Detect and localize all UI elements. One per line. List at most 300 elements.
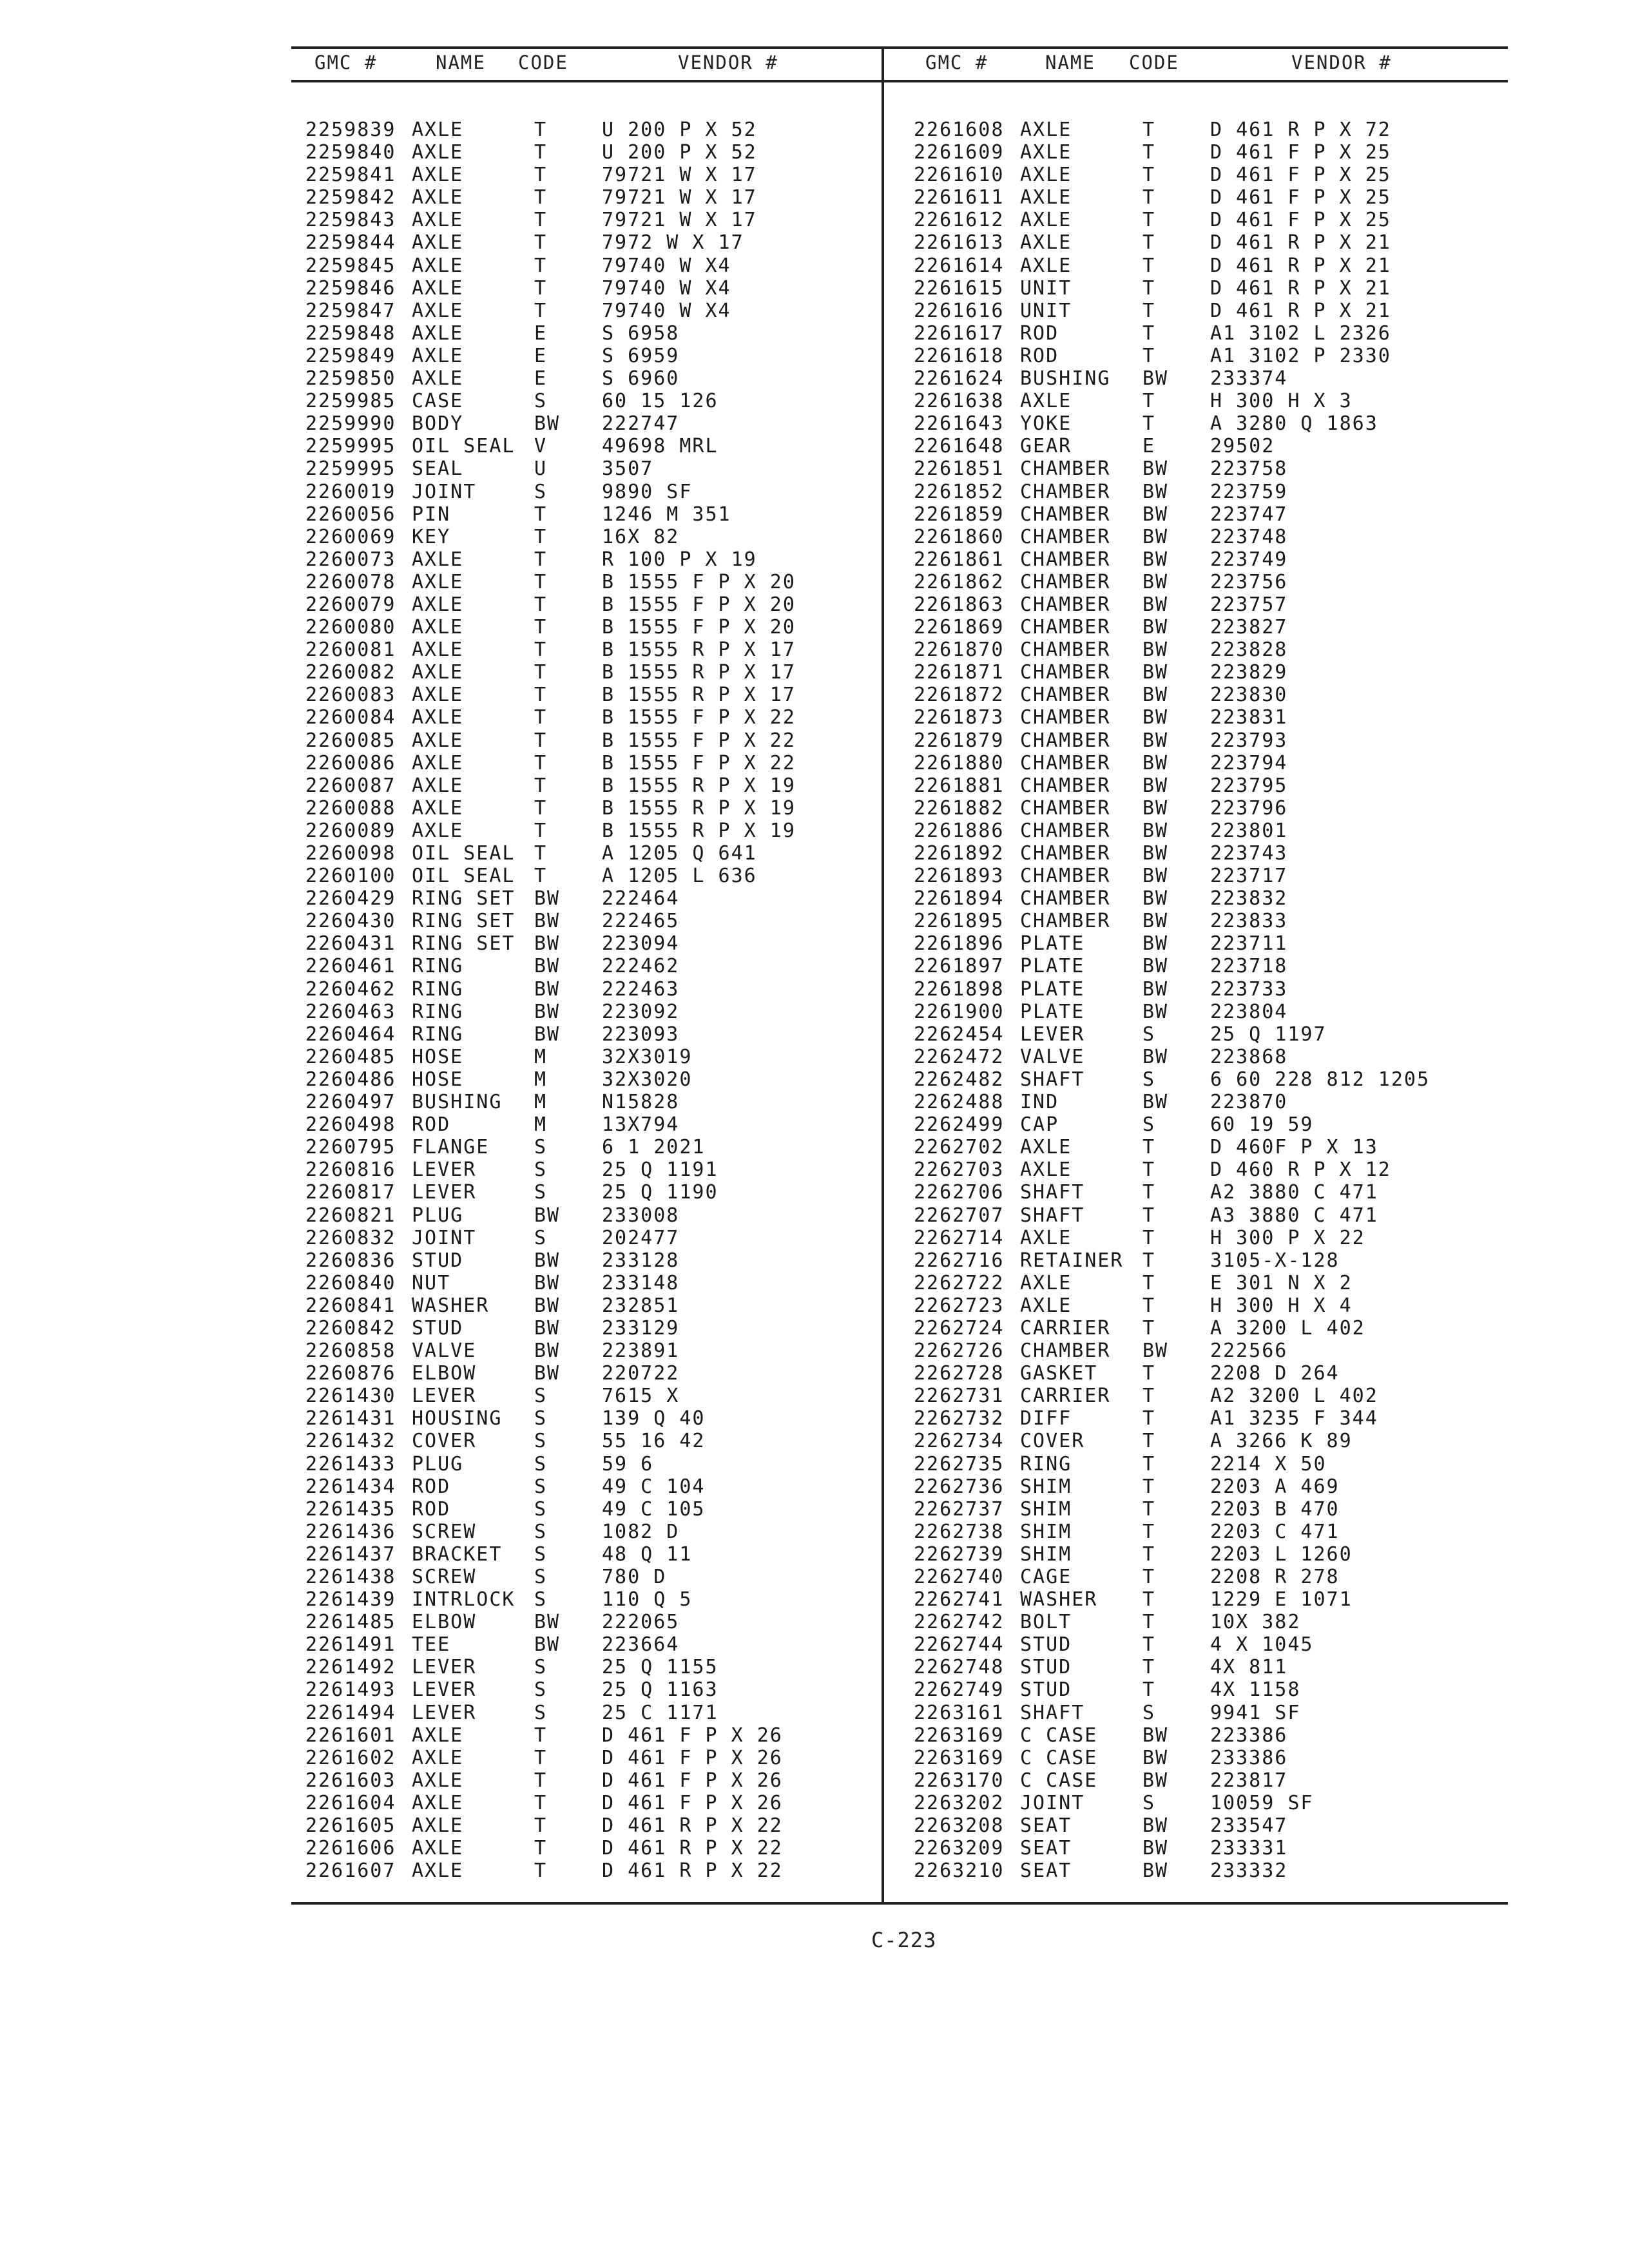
part-name: RING [412, 1000, 464, 1023]
code: BW [1142, 616, 1169, 639]
code: BW [534, 1271, 561, 1294]
code: T [534, 1860, 548, 1883]
vendor-number: B 1555 F P X 20 [602, 570, 796, 593]
code: E [534, 344, 548, 367]
table-row [305, 548, 872, 571]
vendor-number: A 3200 L 402 [1210, 1316, 1365, 1340]
code: M [534, 1113, 548, 1137]
gmc-number: 2260084 [305, 706, 396, 729]
code: BW [534, 910, 561, 933]
table-row [914, 1792, 1500, 1814]
part-name: VALVE [1020, 1045, 1085, 1068]
part-name: CHAMBER [1020, 503, 1111, 526]
code: E [1142, 435, 1156, 458]
code: T [1142, 276, 1156, 300]
code: T [1142, 119, 1156, 141]
gmc-number: 2260840 [305, 1271, 396, 1294]
gmc-number: 2261870 [914, 639, 1005, 662]
gmc-number: 2262702 [914, 1136, 1005, 1159]
table-row [914, 503, 1500, 526]
table-row [914, 978, 1500, 1001]
gmc-number: 2260085 [305, 729, 396, 752]
vendor-number: 9890 SF [602, 480, 693, 503]
table-row [914, 616, 1500, 639]
code: T [534, 276, 548, 300]
vendor-number: 79740 W X4 [602, 299, 731, 322]
gmc-number: 2261617 [914, 322, 1005, 345]
part-name: AXLE [1020, 1136, 1072, 1159]
part-name: DIFF [1020, 1407, 1072, 1430]
vendor-number: 780 D [602, 1566, 667, 1588]
table-row [305, 706, 872, 729]
vendor-number: 223831 [1210, 706, 1288, 729]
gmc-number: 2263169 [914, 1724, 1005, 1747]
gmc-number: 2262744 [914, 1633, 1005, 1657]
part-name: CHAMBER [1020, 910, 1111, 933]
header-left-gmc: GMC # [314, 52, 378, 73]
code: T [534, 164, 548, 187]
vendor-number: N15828 [602, 1091, 680, 1114]
table-row [305, 571, 872, 593]
vendor-number: 223827 [1210, 616, 1288, 639]
vendor-number: D 461 R P X 21 [1210, 299, 1391, 322]
code: T [1142, 231, 1156, 255]
vendor-number: 233547 [1210, 1814, 1288, 1838]
vendor-number: 233129 [602, 1316, 680, 1340]
vendor-number: 223711 [1210, 932, 1288, 956]
vendor-number: B 1555 R P X 17 [602, 639, 796, 662]
gmc-number: 2261851 [914, 457, 1005, 481]
table-row [305, 1566, 872, 1588]
code: BW [534, 932, 561, 956]
table-row [914, 164, 1500, 186]
code: BW [1142, 503, 1169, 526]
code: S [534, 480, 548, 503]
gmc-number: 2262738 [914, 1520, 1005, 1543]
vendor-number: H 300 P X 22 [1210, 1226, 1365, 1249]
part-name: BOLT [1020, 1611, 1072, 1634]
code: BW [1142, 570, 1169, 593]
code: M [534, 1091, 548, 1114]
vendor-number: B 1555 R P X 19 [602, 774, 796, 797]
code: T [534, 593, 548, 616]
gmc-number: 2261872 [914, 684, 1005, 707]
code: BW [1142, 1045, 1169, 1068]
gmc-number: 2262707 [914, 1204, 1005, 1227]
gmc-number: 2260836 [305, 1249, 396, 1272]
code: BW [1142, 1814, 1169, 1838]
gmc-number: 2262734 [914, 1430, 1005, 1453]
header-right-vendor: VENDOR # [1291, 52, 1392, 73]
gmc-number: 2263208 [914, 1814, 1005, 1838]
code: T [534, 254, 548, 277]
code: T [534, 865, 548, 888]
code: T [1142, 1226, 1156, 1249]
part-name: SEAT [1020, 1814, 1072, 1838]
code: U [534, 457, 548, 481]
gmc-number: 2261431 [305, 1407, 396, 1430]
code: T [1142, 164, 1156, 187]
gmc-number: 2260069 [305, 525, 396, 548]
code: BW [534, 1000, 561, 1023]
vendor-number: E 301 N X 2 [1210, 1271, 1353, 1294]
vendor-number: 222747 [602, 412, 680, 436]
gmc-number: 2261494 [305, 1701, 396, 1724]
code: BW [1142, 1746, 1169, 1769]
code: S [534, 1566, 548, 1588]
code: T [534, 209, 548, 232]
part-name: CHAMBER [1020, 684, 1111, 707]
table-row [914, 1702, 1500, 1724]
vendor-number: D 460 R P X 12 [1210, 1158, 1391, 1182]
vendor-number: 2203 A 469 [1210, 1475, 1340, 1498]
table-row [305, 164, 872, 186]
code: S [534, 1588, 548, 1611]
vendor-number: 10X 382 [1210, 1611, 1301, 1634]
table-row [305, 1814, 872, 1837]
code: T [534, 525, 548, 548]
vendor-number: 6 1 2021 [602, 1136, 706, 1159]
part-name: AXLE [412, 254, 464, 277]
table-row [914, 1317, 1500, 1340]
part-name: AXLE [412, 548, 464, 571]
part-name: AXLE [412, 1769, 464, 1792]
gmc-number: 2261648 [914, 435, 1005, 458]
vendor-number: D 461 R P X 22 [602, 1860, 783, 1883]
vendor-number: A 1205 Q 641 [602, 842, 757, 865]
gmc-number: 2259849 [305, 344, 396, 367]
vendor-number: A1 3102 L 2326 [1210, 322, 1391, 345]
code: T [1142, 322, 1156, 345]
table-row [914, 797, 1500, 820]
part-name: SEAT [1020, 1837, 1072, 1860]
vendor-number: A3 3880 C 471 [1210, 1204, 1378, 1227]
code: T [1142, 1249, 1156, 1272]
gmc-number: 2259848 [305, 322, 396, 345]
header-right-name: NAME [1045, 52, 1095, 73]
part-name: AXLE [412, 639, 464, 662]
code: M [534, 1068, 548, 1091]
vendor-number: 25 Q 1197 [1210, 1023, 1327, 1046]
part-name: HOSE [412, 1068, 464, 1091]
table-row [305, 1453, 872, 1475]
vendor-number: 223830 [1210, 684, 1288, 707]
code: BW [1142, 525, 1169, 548]
table-row [305, 1272, 872, 1294]
table-row [914, 435, 1500, 457]
gmc-number: 2259841 [305, 164, 396, 187]
table-row [305, 345, 872, 367]
table-row [914, 1068, 1500, 1091]
gmc-number: 2261607 [305, 1860, 396, 1883]
table-row [305, 639, 872, 661]
table-row [305, 752, 872, 774]
gmc-number: 2261603 [305, 1769, 396, 1792]
code: T [1142, 1566, 1156, 1588]
part-name: RING [412, 977, 464, 1001]
code: BW [1142, 548, 1169, 571]
part-name: OIL SEAL [412, 865, 516, 888]
gmc-number: 2259995 [305, 435, 396, 458]
gmc-number: 2259845 [305, 254, 396, 277]
table-row [914, 1656, 1500, 1678]
table-row [305, 1588, 872, 1611]
code: T [1142, 209, 1156, 232]
part-name: AXLE [412, 1791, 464, 1814]
part-name: CHAMBER [1020, 661, 1111, 684]
part-name: AXLE [412, 796, 464, 820]
part-name: SEAL [412, 457, 464, 481]
header-right-code: CODE [1129, 52, 1179, 73]
code: T [534, 548, 548, 571]
code: T [1142, 1520, 1156, 1543]
vendor-number: 79740 W X4 [602, 254, 731, 277]
table-row [305, 1792, 872, 1814]
code: T [1142, 1407, 1156, 1430]
gmc-number: 2260083 [305, 684, 396, 707]
table-row [305, 300, 872, 322]
code: BW [1142, 706, 1169, 729]
part-name: CHAMBER [1020, 570, 1111, 593]
code: T [534, 684, 548, 707]
code: T [534, 729, 548, 752]
table-row [914, 526, 1500, 548]
vendor-number: 110 Q 5 [602, 1588, 693, 1611]
gmc-number: 2261435 [305, 1497, 396, 1521]
vendor-number: 16X 82 [602, 525, 680, 548]
gmc-number: 2261861 [914, 548, 1005, 571]
gmc-number: 2261882 [914, 796, 1005, 820]
vendor-number: A2 3880 C 471 [1210, 1181, 1378, 1204]
code: T [534, 842, 548, 865]
table-row [305, 865, 872, 887]
gmc-number: 2260100 [305, 865, 396, 888]
gmc-number: 2260876 [305, 1362, 396, 1385]
gmc-number: 2262472 [914, 1045, 1005, 1068]
part-name: AXLE [412, 684, 464, 707]
vendor-number: 9941 SF [1210, 1701, 1301, 1724]
code: BW [1142, 593, 1169, 616]
code: T [534, 819, 548, 842]
code: BW [1142, 977, 1169, 1001]
vendor-number: 223870 [1210, 1091, 1288, 1114]
part-name: UNIT [1020, 276, 1072, 300]
gmc-number: 2262741 [914, 1588, 1005, 1611]
part-name: IND [1020, 1091, 1059, 1114]
part-name: AXLE [412, 1860, 464, 1883]
code: BW [534, 977, 561, 1001]
gmc-number: 2260498 [305, 1113, 396, 1137]
table-row [914, 1272, 1500, 1294]
code: BW [1142, 367, 1169, 390]
gmc-number: 2261438 [305, 1566, 396, 1588]
vendor-number: B 1555 R P X 19 [602, 819, 796, 842]
part-name: CHAMBER [1020, 525, 1111, 548]
part-name: ROD [412, 1113, 451, 1137]
vendor-number: 233386 [1210, 1746, 1288, 1769]
part-name: VALVE [412, 1340, 477, 1363]
table-row [305, 1498, 872, 1521]
table-row [914, 1814, 1500, 1837]
table-row [914, 1633, 1500, 1656]
part-name: AXLE [412, 119, 464, 141]
vendor-number: 79721 W X 17 [602, 186, 757, 209]
vendor-number: 223829 [1210, 661, 1288, 684]
vendor-number: 223094 [602, 932, 680, 956]
column-divider [882, 46, 884, 1905]
part-name: LEVER [412, 1181, 477, 1204]
code: S [1142, 1113, 1156, 1137]
part-name: ROD [412, 1497, 451, 1521]
gmc-number: 2262732 [914, 1407, 1005, 1430]
code: S [534, 1452, 548, 1475]
code: BW [1142, 774, 1169, 797]
table-row [914, 209, 1500, 231]
vendor-number: 2214 X 50 [1210, 1452, 1327, 1475]
table-row [914, 1837, 1500, 1860]
table-row [305, 955, 872, 977]
part-name: YOKE [1020, 412, 1072, 436]
table-row [914, 661, 1500, 684]
code: T [534, 1791, 548, 1814]
code: T [534, 751, 548, 774]
code: T [534, 1724, 548, 1747]
vendor-number: H 300 H X 3 [1210, 390, 1353, 413]
part-name: STUD [1020, 1656, 1072, 1679]
part-name: CHAMBER [1020, 774, 1111, 797]
vendor-number: 223817 [1210, 1769, 1288, 1792]
vendor-number: 29502 [1210, 435, 1275, 458]
code: BW [1142, 1837, 1169, 1860]
gmc-number: 2261873 [914, 706, 1005, 729]
header-left-vendor: VENDOR # [678, 52, 778, 73]
vendor-number: S 6960 [602, 367, 680, 390]
gmc-number: 2261895 [914, 910, 1005, 933]
vendor-number: 223801 [1210, 819, 1288, 842]
vendor-number: D 461 F P X 25 [1210, 164, 1391, 187]
part-name: GEAR [1020, 435, 1072, 458]
part-name: AXLE [412, 164, 464, 187]
gmc-number: 2261863 [914, 593, 1005, 616]
table-row [305, 1656, 872, 1678]
vendor-number: 223833 [1210, 910, 1288, 933]
code: T [534, 774, 548, 797]
code: T [534, 119, 548, 141]
part-name: KEY [412, 525, 451, 548]
table-row [914, 887, 1500, 910]
header-rule [291, 80, 1508, 82]
table-row [305, 774, 872, 797]
part-name: C CASE [1020, 1769, 1098, 1792]
gmc-number: 2260485 [305, 1045, 396, 1068]
gmc-number: 2259995 [305, 457, 396, 481]
table-row [305, 910, 872, 932]
part-name: STUD [1020, 1633, 1072, 1657]
code: T [534, 231, 548, 255]
gmc-number: 2261434 [305, 1475, 396, 1498]
part-name: WASHER [412, 1294, 490, 1317]
gmc-number: 2260098 [305, 842, 396, 865]
table-row [914, 255, 1500, 277]
gmc-number: 2262726 [914, 1340, 1005, 1363]
part-name: SCREW [412, 1520, 477, 1543]
gmc-number: 2262749 [914, 1678, 1005, 1702]
vendor-number: 223748 [1210, 525, 1288, 548]
vendor-number: 223743 [1210, 842, 1288, 865]
part-name: STUD [412, 1316, 464, 1340]
gmc-number: 2262714 [914, 1226, 1005, 1249]
table-row [305, 1702, 872, 1724]
vendor-number: B 1555 R P X 19 [602, 796, 796, 820]
part-name: CHAMBER [1020, 796, 1111, 820]
gmc-number: 2262748 [914, 1656, 1005, 1679]
vendor-number: 222463 [602, 977, 680, 1001]
part-name: SHAFT [1020, 1068, 1085, 1091]
vendor-number: 223868 [1210, 1045, 1288, 1068]
part-name: AXLE [412, 276, 464, 300]
gmc-number: 2263170 [914, 1769, 1005, 1792]
vendor-number: 32X3019 [602, 1045, 693, 1068]
gmc-number: 2261613 [914, 231, 1005, 255]
code: T [1142, 1542, 1156, 1566]
table-row [914, 322, 1500, 345]
code: BW [1142, 796, 1169, 820]
table-row [914, 820, 1500, 842]
vendor-number: 223828 [1210, 639, 1288, 662]
part-name: HOUSING [412, 1407, 503, 1430]
table-row [914, 1566, 1500, 1588]
part-name: AXLE [412, 1814, 464, 1838]
code: T [534, 1837, 548, 1860]
gmc-number: 2261898 [914, 977, 1005, 1001]
table-row [305, 1136, 872, 1158]
code: S [534, 1656, 548, 1679]
part-name: COVER [412, 1430, 477, 1453]
code: BW [1142, 639, 1169, 662]
table-row [914, 1678, 1500, 1701]
code: M [534, 1045, 548, 1068]
table-row [305, 209, 872, 231]
code: BW [534, 1294, 561, 1317]
code: BW [1142, 887, 1169, 910]
code: S [1142, 1023, 1156, 1046]
table-row [305, 661, 872, 684]
code: BW [1142, 729, 1169, 752]
vendor-number: D 461 F P X 25 [1210, 186, 1391, 209]
code: T [534, 639, 548, 662]
gmc-number: 2261860 [914, 525, 1005, 548]
code: T [1142, 141, 1156, 164]
vendor-number: U 200 P X 52 [602, 119, 757, 141]
part-name: LEVER [412, 1678, 477, 1702]
code: BW [1142, 1000, 1169, 1023]
table-row [914, 910, 1500, 932]
code: T [534, 1814, 548, 1838]
part-name: CHAMBER [1020, 548, 1111, 571]
vendor-number: 222464 [602, 887, 680, 910]
table-row [305, 1407, 872, 1430]
vendor-number: D 461 F P X 26 [602, 1791, 783, 1814]
gmc-number: 2261615 [914, 276, 1005, 300]
part-name: RETAINER [1020, 1249, 1124, 1272]
table-row [914, 1091, 1500, 1113]
gmc-number: 2261439 [305, 1588, 396, 1611]
table-row [914, 1249, 1500, 1272]
vendor-number: R 100 P X 19 [602, 548, 757, 571]
header-left-name: NAME [436, 52, 486, 73]
vendor-number: 48 Q 11 [602, 1542, 693, 1566]
part-name: PLUG [412, 1204, 464, 1227]
